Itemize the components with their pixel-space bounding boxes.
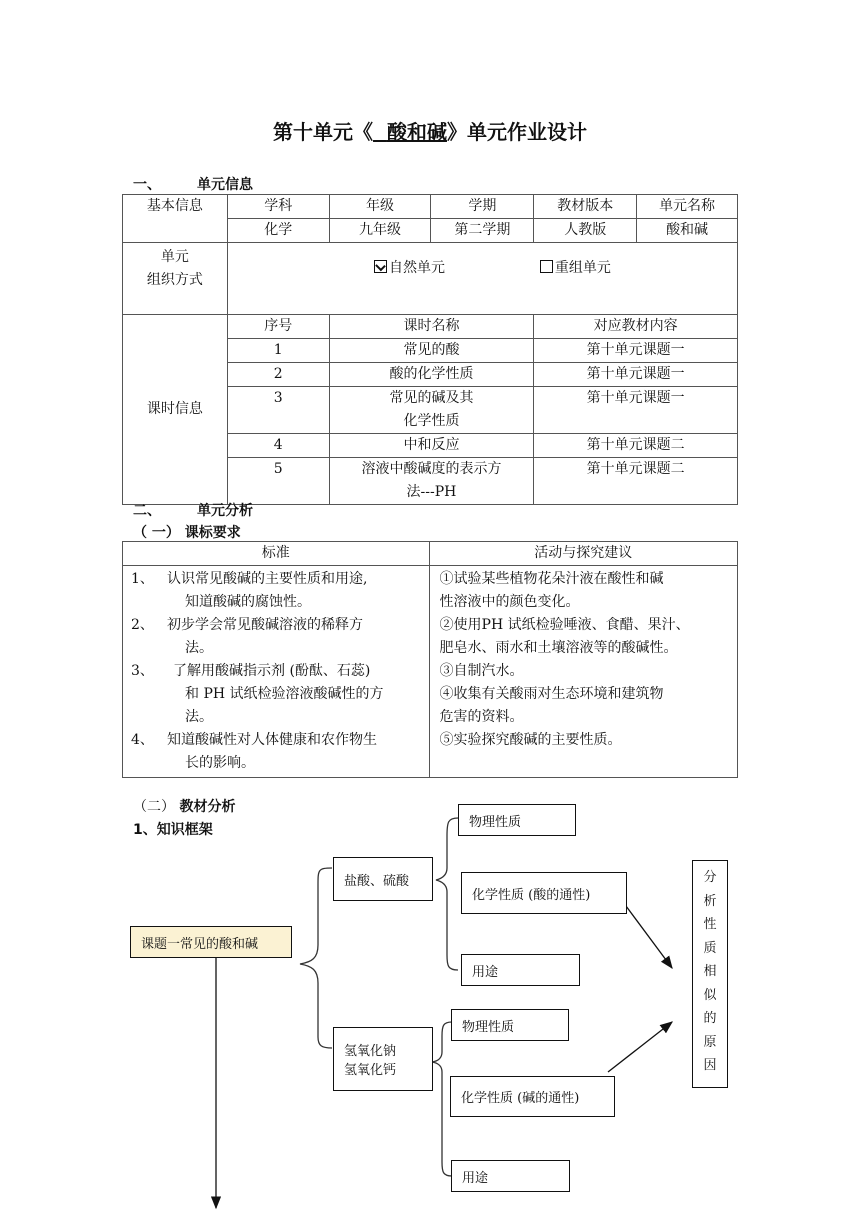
header-term: 学期	[431, 195, 534, 219]
acid-brace	[436, 818, 458, 970]
table-row: 3 常见的碱及其 化学性质 第十单元课题一	[123, 387, 738, 434]
value-term: 第二学期	[431, 219, 534, 243]
standards-cell: 1、 认识常见酸碱的主要性质和用途, 知道酸碱的腐蚀性。 2、 初步学会常见酸碱溶液的稀释方 法。 3、 了解用酸碱指示剂 (酚酞、石蕊) 和 PH 试纸检验溶液酸碱性的方 法。 4、 知道酸碱性对人体健康和农作物生 长的影响。	[123, 566, 430, 778]
section-curriculum: （ 一） 课标要求	[133, 525, 241, 541]
root-topic-box: 课题一常见的酸和碱	[130, 926, 292, 958]
lesson-info-label: 课时信息	[123, 315, 228, 505]
value-grade: 九年级	[329, 219, 431, 243]
header-edition: 教材版本	[534, 195, 637, 219]
section-textbook-analysis: （二） 教材分析	[133, 799, 236, 815]
section-unit-info: 一、 单元信息	[133, 177, 253, 193]
value-edition: 人教版	[534, 219, 637, 243]
page-title: 第十单元《 酸和碱》单元作业设计	[273, 120, 587, 144]
table-row: 5 溶液中酸碱度的表示方 法---PH 第十单元课题二	[123, 458, 738, 505]
base-use-box: 用途	[451, 1160, 570, 1192]
table-row: 2 酸的化学性质 第十单元课题一	[123, 363, 738, 387]
section-knowledge-framework: 1、知识框架	[133, 822, 213, 838]
table-row: 1 常见的酸 第十单元课题一	[123, 339, 738, 363]
bases-box: 氢氧化钠 氢氧化钙	[333, 1027, 433, 1091]
header-lesson-content: 对应教材内容	[534, 315, 738, 339]
acid-arrow	[626, 906, 672, 968]
section-unit-analysis: 二、 单元分析	[133, 503, 253, 519]
base-arrow	[608, 1022, 672, 1072]
reason-box: 分 析 性 质 相 似 的 原 因	[692, 860, 728, 1088]
table-row: 4 中和反应 第十单元课题二	[123, 434, 738, 458]
basic-info-label: 基本信息	[123, 195, 228, 243]
header-standard: 标准	[123, 542, 430, 566]
base-brace	[432, 1022, 452, 1176]
value-subject: 化学	[227, 219, 329, 243]
root-brace	[300, 868, 332, 1048]
header-lesson-name: 课时名称	[329, 315, 534, 339]
natural-unit-option[interactable]: 自然单元	[374, 260, 445, 276]
acids-box: 盐酸、硫酸	[333, 857, 433, 901]
header-lesson-no: 序号	[227, 315, 329, 339]
header-activity: 活动与探究建议	[429, 542, 737, 566]
regroup-unit-option[interactable]: 重组单元	[540, 260, 611, 276]
activities-cell: ①试验某些植物花朵汁液在酸性和碱 性溶液中的颜色变化。 ②使用PH 试纸检验唾液、食醋、果汁、 肥皂水、雨水和土壤溶液等的酸碱性。 ③自制汽水。 ④收集有关酸雨对生态环境和建筑物 危害的资料。 ⑤实验探究酸碱的主要性质。	[429, 566, 737, 778]
header-subject: 学科	[227, 195, 329, 219]
acid-use-box: 用途	[461, 954, 580, 986]
header-grade: 年级	[329, 195, 431, 219]
base-chemical-box: 化学性质 (碱的通性)	[450, 1076, 615, 1117]
header-unit-name: 单元名称	[637, 195, 738, 219]
acid-physical-box: 物理性质	[458, 804, 576, 836]
org-label: 单元 组织方式	[123, 243, 228, 315]
acid-chemical-box: 化学性质 (酸的通性)	[461, 872, 627, 914]
value-unit-name: 酸和碱	[637, 219, 738, 243]
base-physical-box: 物理性质	[451, 1009, 569, 1041]
